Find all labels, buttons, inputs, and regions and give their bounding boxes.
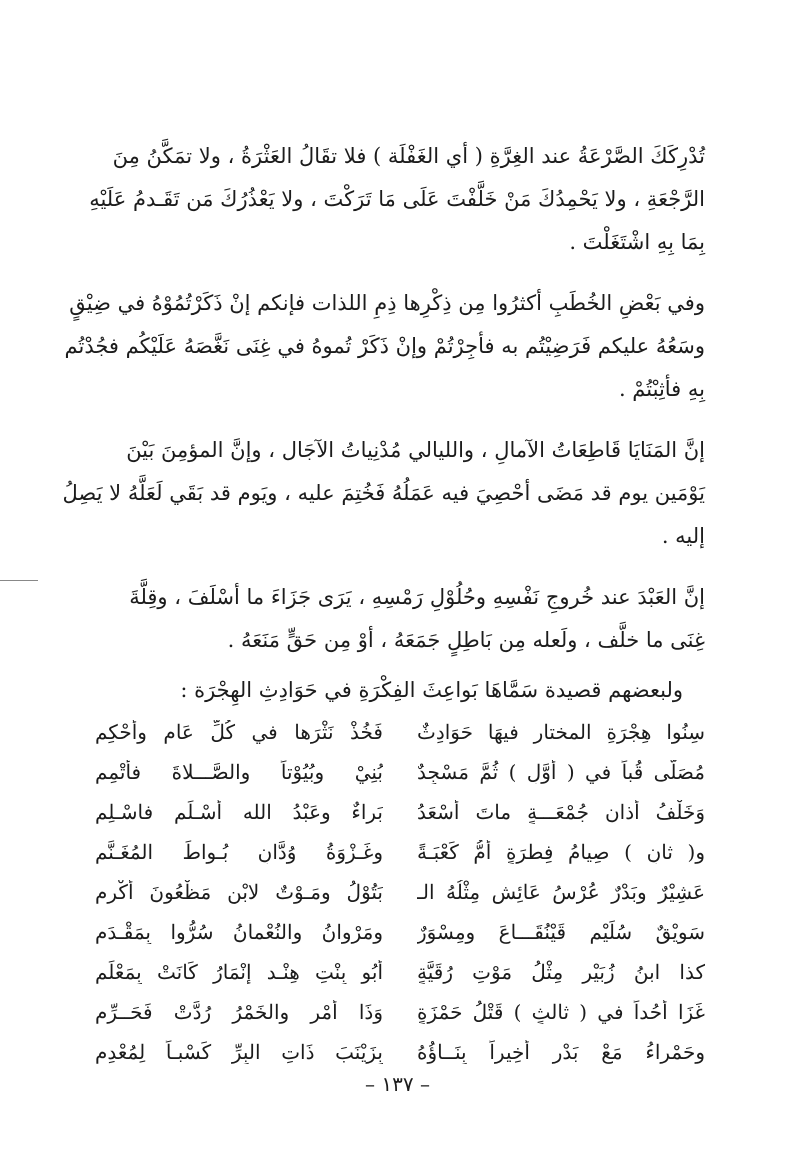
page-body [62, 135, 705, 1072]
verse-first-half: كذا ابنُ زُبَيْرٍ مِثْلُ مَوْتِ رُقَيَّةٍ [417, 960, 705, 984]
verse [95, 832, 705, 872]
poem [95, 712, 705, 1072]
verse [95, 752, 705, 792]
poem-intro: ولبعضهم قصيدة سَمَّاهَا بَواعِثَ الفِكْرَةِ في حَوَادِثِ الهِجْرَة : [180, 678, 683, 702]
verse-second-half: بِزَيْنَبَ ذَاتِ البِرِّ كَسْبـاً لِمُعْدِمِ [95, 1040, 383, 1064]
page-number: – ١٣٧ – [365, 1072, 430, 1096]
text-line: وسَعُهُ عليكم فَرَضِيْتُم به فأجِرْتُمْ وإنْ ذَكَرْ تُموهُ في غِنَى نَغَّصَهُ عَلَيْكُم فجُدْتُم [64, 334, 705, 358]
text-line: إنَّ العَبْدَ عند خُروجِ نَفْسِهِ وحُلُوْلِ رَمْسِهِ ، يَرَى جَزَاءَ ما أسْلَفَ ، وقِلَّةَ [129, 585, 705, 609]
verse [95, 1032, 705, 1072]
verse-second-half: بَتُوْلُ ومَـوْتٌ لابْنِ مَظْعُونَ أكْرِمِ [95, 880, 383, 904]
paragraph-3 [62, 429, 705, 558]
text-line: بِمَا بِهِ اشْتَغَلْتَ . [569, 230, 705, 254]
verse-first-half: وحَمْراءُ مَعْ بَدْرٍ أخِيراً بِنَــاؤُهُ [417, 1040, 705, 1064]
text-line: إليه . [661, 524, 705, 548]
verse-first-half: غَزَا أُحُداً في ( ثالثٍ ) قَتْلُ حَمْزَةٍ [417, 1000, 705, 1024]
verse-first-half: وَخَلْفُ أذانِ جُمْعَـــةٍ ماتَ أسْعَدُ [417, 800, 705, 824]
margin-rule [0, 580, 38, 581]
verse-second-half: بَراءٌ وعَبْدُ الله أسْـلَم فاسْـلِمِ [95, 800, 383, 824]
verse-first-half: سَوِيْقٌ سُلَيْمٍ قَيْنُقَـــاعَ ومِسْوَرٌ [417, 920, 705, 944]
verse [95, 872, 705, 912]
verse-second-half: وغَـزْوَةُ وُدَّانٍ بُـواطَ المُغَـنَّمِ [95, 840, 383, 864]
text-line: تُدْرِكَكَ الصَّرْعَةُ عند الغِرَّةِ ( أي الغَفْلَة ) فلا تقَالُ العَثْرَةُ ، ولا تمَكَّنُ مِنَ [112, 144, 705, 168]
text-line: بِهِ فأثِبْتُمْ . [618, 377, 705, 401]
paragraph-4 [95, 576, 705, 662]
paragraph-1 [89, 135, 705, 264]
verse-first-half: عَشِيْرٌ وبَدْرٌ عُرْسُ عَائِش مِثْلُهُ الـ [417, 880, 705, 904]
verse-second-half: بُنِيْ وبُيُوْتاً والصَّـــلاةَ فأتْمِمِ [95, 760, 383, 784]
verse [95, 952, 705, 992]
verse [95, 792, 705, 832]
verse [95, 712, 705, 752]
text-line: إنَّ المَنَايَا قَاطِعَاتُ الآمالِ ، والليالي مُدْنِياتُ الآجَال ، وإنَّ المؤمِنَ بَيْنَ [126, 438, 705, 462]
text-line: يَوْمَين يوم قد مَضَى أحْصِيَ فيه عَمَلُهُ فَخُتِمَ عليه ، ويَوم قد بَقَي لَعَلَّهُ لا يَصِلُ [62, 481, 705, 505]
verse-second-half: ومَرْوانُ والنُعْمانُ سُرُّوا بِمَقْـدَمِ [95, 920, 383, 944]
verse-first-half: مُصَلَّى قُباً في ( أوَّلٍ ) ثُمَّ مَسْجِدٌ [417, 760, 705, 784]
verse-first-half: و( ثانٍ ) صِيامُ فِطرَةٍ أمُّ كَعْبَـةً [417, 840, 705, 864]
verse-second-half: فَخُذْ نَثْرَها في كُلِّ عَامٍ وأحْكِمِ [95, 720, 383, 744]
verse-second-half: وَذَا أمْرِ والخَمْرُ رُدَّتْ فَحَــرِّمِ [95, 1000, 383, 1024]
verse [95, 912, 705, 952]
paragraph-2 [64, 282, 705, 411]
text-line: الرَّجْعَةِ ، ولا يَحْمِدُكَ مَنْ خَلَّفْتَ عَلَى مَا تَرَكْتَ ، ولا يَعْذُرُكَ مَن تَقَـدمُ عَلَيْهِ [89, 187, 705, 211]
text-line: غِنَى ما خلَّف ، ولَعله مِن بَاطِلٍ جَمَعَهُ ، أوْ مِن حَقٍّ مَنَعَهُ . [227, 628, 705, 652]
text-line: وفي بَعْضِ الخُطَبِ أكثرُوا مِن ذِكْرِها ذِمِ اللذات فإنكم إنْ ذَكَرْتُمُوْهُ في ضِيْقٍ [69, 291, 705, 315]
verse-first-half: سِنُوا هِجْرَةِ المختارِ فيهَا حَوَادِثٌ [417, 720, 705, 744]
verse-second-half: أبُو بِنْتِ هِنْـد إنْمَارُ كَانَتْ بِمَعْلَمِ [95, 960, 383, 984]
verse [95, 992, 705, 1032]
